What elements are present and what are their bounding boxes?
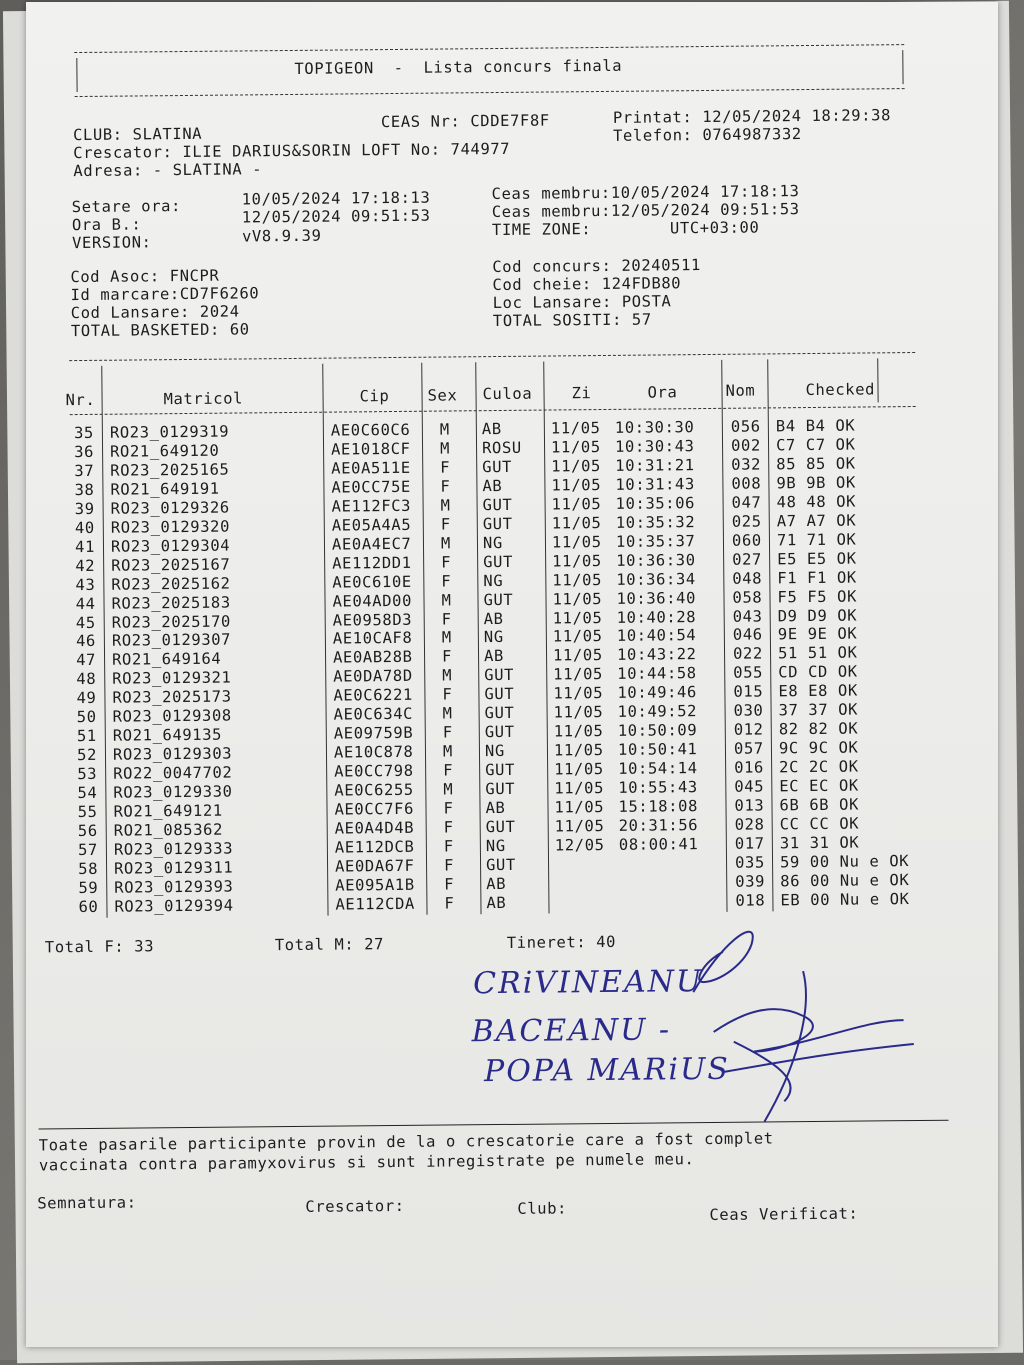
row-zi: 11/05 [552, 552, 602, 570]
row-matricol: RO23_0129303 [113, 745, 232, 764]
row-checked: 48 48 OK [777, 492, 857, 511]
row-cip: AE112FC3 [332, 497, 412, 516]
row-nr: 42 [65, 557, 95, 575]
col-header-zi: Zi [571, 384, 591, 402]
row-matricol: RO23_2025165 [110, 460, 229, 479]
total-sositi: TOTAL SOSITI: 57 [493, 311, 652, 331]
row-matricol: RO21_085362 [114, 821, 223, 840]
row-ora: 10:49:52 [618, 702, 698, 721]
row-zi: 11/05 [553, 665, 603, 683]
row-matricol: RO23_0129333 [114, 839, 233, 858]
row-nom: 058 [732, 588, 762, 606]
row-culoare: GUT [485, 723, 515, 741]
semnatura-label: Semnatura: [37, 1194, 136, 1213]
row-cip: AE05A4A5 [332, 516, 412, 535]
row-nom: 055 [733, 664, 763, 682]
row-nom: 013 [734, 796, 764, 814]
row-checked: 2C 2C OK [779, 758, 859, 777]
row-matricol: RO23_0129320 [111, 517, 230, 536]
cod-cheie: Cod cheie: 124FDB80 [492, 274, 681, 294]
row-matricol: RO23_0129308 [113, 707, 232, 726]
row-nr: 56 [68, 822, 98, 840]
row-cip: AE0AB28B [333, 648, 413, 667]
crescator-label: Crescator: [305, 1197, 404, 1216]
row-zi: 12/05 [555, 836, 605, 854]
row-culoare: ROSU [482, 439, 522, 457]
row-zi: 11/05 [555, 817, 605, 835]
row-matricol: RO23_2025173 [112, 688, 231, 707]
row-cip: AE0C6221 [333, 686, 413, 705]
row-culoare: GUT [484, 685, 514, 703]
row-matricol: RO21_649121 [113, 802, 222, 821]
row-sex: F [444, 894, 454, 912]
row-ora: 10:36:34 [616, 570, 696, 589]
row-nr: 58 [68, 860, 98, 878]
handwritten-name-3: POPA MARiUS [484, 1052, 730, 1089]
col-sep-2 [322, 364, 328, 916]
row-cip: AE0CC75E [331, 478, 411, 497]
row-sex: F [441, 553, 451, 571]
row-matricol: RO23_0129393 [114, 877, 233, 896]
col-header-cip: Cip [359, 387, 389, 405]
row-checked: D9 D9 OK [778, 606, 858, 625]
row-sex: F [440, 458, 450, 476]
row-culoare: NG [485, 742, 505, 760]
row-culoare: AB [486, 894, 506, 912]
row-ora: 15:18:08 [618, 797, 698, 816]
row-ora: 10:30:30 [615, 418, 695, 437]
row-cip: AE0CC798 [334, 762, 414, 781]
row-checked: EC EC OK [779, 777, 859, 796]
row-nr: 40 [65, 519, 95, 537]
row-ora: 10:43:22 [617, 646, 697, 665]
row-sex: M [442, 629, 452, 647]
row-checked: 59 00 Nu e OK [780, 852, 909, 871]
row-checked: 82 82 OK [779, 720, 859, 739]
printat: Printat: 12/05/2024 18:29:38 [613, 106, 891, 127]
row-matricol: RO23_2025183 [111, 593, 230, 612]
col-header-nr: Nr. [65, 391, 95, 409]
row-matricol: RO23_0129311 [114, 858, 233, 877]
row-checked: 9B 9B OK [776, 473, 856, 492]
handwritten-name-1: CRiVINEANU [473, 964, 703, 1001]
row-zi: 11/05 [553, 627, 603, 645]
row-nr: 48 [66, 670, 96, 688]
row-nr: 52 [67, 746, 97, 764]
row-sex: M [443, 705, 453, 723]
row-cip: AE112CDA [335, 895, 415, 914]
row-ora: 10:55:43 [618, 778, 698, 797]
row-ora: 10:49:46 [617, 683, 697, 702]
row-checked: 85 85 OK [776, 454, 856, 473]
declaration-line-2: vaccinata contra paramyxovirus si sunt inregistrate pe numele meu. [39, 1150, 695, 1174]
row-ora: 10:35:32 [616, 513, 696, 532]
row-nr: 45 [66, 613, 96, 631]
row-zi: 11/05 [551, 419, 601, 437]
row-zi: 11/05 [554, 760, 604, 778]
setare-value: 10/05/2024 17:18:13 [242, 189, 431, 209]
row-nr: 46 [66, 632, 96, 650]
row-cip: AE0C60C6 [331, 421, 411, 440]
row-cip: AE0958D3 [333, 610, 413, 629]
row-ora: 10:40:28 [617, 608, 697, 627]
row-zi: 11/05 [553, 609, 603, 627]
club-label: CLUB: SLATINA [73, 125, 202, 144]
row-culoare: GUT [484, 666, 514, 684]
row-matricol: RO23_0129330 [113, 783, 232, 802]
row-zi: 11/05 [553, 646, 603, 664]
row-cip: AE0A511E [331, 459, 411, 478]
row-sex: F [441, 572, 451, 590]
row-sex: F [441, 515, 451, 533]
version-label: VERSION: [72, 233, 152, 252]
row-cip: AE1018CF [331, 440, 411, 459]
row-cip: AE09759B [334, 724, 414, 743]
row-zi: 11/05 [552, 533, 602, 551]
row-culoare: GUT [486, 856, 516, 874]
row-ora: 10:30:43 [615, 437, 695, 456]
row-zi: 11/05 [552, 590, 602, 608]
row-nr: 37 [64, 462, 94, 480]
row-matricol: RO23_2025162 [111, 574, 230, 593]
row-checked: F5 F5 OK [777, 587, 857, 606]
col-header-nom: Nom [725, 382, 755, 400]
row-zi: 11/05 [551, 457, 601, 475]
row-ora: 08:00:41 [619, 835, 699, 854]
row-zi: 11/05 [554, 741, 604, 759]
row-nr: 57 [68, 841, 98, 859]
row-culoare: GUT [485, 761, 515, 779]
row-ora: 10:35:06 [616, 494, 696, 513]
row-nom: 047 [732, 493, 762, 511]
row-sex: F [440, 477, 450, 495]
row-culoare: GUT [483, 590, 513, 608]
row-sex: M [443, 781, 453, 799]
page-title: TOPIGEON - Lista concurs finala [294, 57, 622, 78]
row-cip: AE10C878 [334, 743, 414, 762]
row-sex: F [443, 762, 453, 780]
row-ora: 20:31:56 [619, 816, 699, 835]
row-checked: 9C 9C OK [779, 739, 859, 758]
row-sex: F [444, 818, 454, 836]
row-nom: 002 [731, 436, 761, 454]
tineret: Tineret: 40 [507, 933, 616, 952]
row-culoare: AB [482, 477, 502, 495]
crescator: Crescator: ILIE DARIUS&SORIN LOFT No: 744977 [73, 140, 510, 162]
row-zi: 11/05 [552, 495, 602, 513]
row-culoare: GUT [485, 780, 515, 798]
row-nr: 55 [67, 803, 97, 821]
ceas-verificat-label: Ceas Verificat: [709, 1205, 858, 1224]
total-m: Total M: 27 [275, 935, 384, 954]
row-sex: M [440, 439, 450, 457]
row-zi: 11/05 [552, 571, 602, 589]
row-ora: 10:54:14 [618, 759, 698, 778]
row-zi: 11/05 [551, 438, 601, 456]
row-culoare: NG [483, 572, 503, 590]
row-matricol: RO23_0129307 [112, 631, 231, 650]
row-checked: EB 00 Nu e OK [780, 890, 909, 909]
row-culoare: NG [484, 628, 504, 646]
ora-b-value: 12/05/2024 09:51:53 [242, 207, 431, 227]
row-checked: 9E 9E OK [778, 625, 858, 644]
row-nom: 025 [732, 512, 762, 530]
row-sex: F [442, 610, 452, 628]
club-sign-label: Club: [517, 1199, 567, 1217]
row-nr: 38 [64, 481, 94, 499]
row-culoare: GUT [485, 704, 515, 722]
row-cip: AE0DA78D [333, 667, 413, 686]
row-sex: F [444, 856, 454, 874]
row-nom: 046 [733, 626, 763, 644]
row-ora: 10:44:58 [617, 664, 697, 683]
row-culoare: GUT [483, 553, 513, 571]
row-culoare: NG [486, 837, 506, 855]
row-cip: AE04AD00 [332, 591, 412, 610]
row-nr: 59 [68, 879, 98, 897]
row-checked: 6B 6B OK [779, 796, 859, 815]
title-box-top [74, 44, 904, 53]
row-culoare: NG [483, 534, 503, 552]
title-box-left [76, 58, 77, 92]
row-zi: 11/05 [551, 476, 601, 494]
row-matricol: RO22_0047702 [113, 764, 232, 783]
cod-concurs: Cod concurs: 20240511 [492, 256, 701, 276]
row-nom: 016 [734, 759, 764, 777]
row-matricol: RO21_649135 [113, 726, 222, 745]
signature-scribble [663, 920, 935, 1133]
row-checked: A7 A7 OK [777, 511, 857, 530]
row-zi: 11/05 [554, 779, 604, 797]
row-matricol: RO23_0129394 [114, 896, 233, 915]
row-matricol: RO21_649191 [110, 480, 219, 499]
ora-b-label: Ora B.: [72, 215, 142, 234]
row-matricol: RO23_0129319 [110, 423, 229, 442]
row-ora: 10:40:54 [617, 627, 697, 646]
row-culoare: GUT [486, 818, 516, 836]
row-ora: 10:31:43 [615, 475, 695, 494]
col-sep-8 [877, 358, 878, 402]
telefon: Telefon: 0764987332 [613, 125, 802, 145]
row-nr: 35 [64, 424, 94, 442]
row-cip: AE0C634C [334, 705, 414, 724]
row-nr: 50 [67, 708, 97, 726]
row-matricol: RO23_2025167 [111, 555, 230, 574]
cod-lansare: Cod Lansare: 2024 [71, 302, 240, 322]
row-nr: 47 [66, 651, 96, 669]
cod-asoc: Cod Asoc: FNCPR [70, 267, 219, 286]
row-checked: 71 71 OK [777, 530, 857, 549]
row-nom: 035 [735, 853, 765, 871]
row-nr: 43 [65, 575, 95, 593]
row-nom: 032 [731, 455, 761, 473]
ceas-membru-2: Ceas membru:12/05/2024 09:51:53 [492, 200, 800, 221]
row-culoare: GUT [482, 458, 512, 476]
row-checked: 86 00 Nu e OK [780, 871, 909, 890]
row-checked: C7 C7 OK [776, 436, 856, 455]
row-zi: 11/05 [554, 798, 604, 816]
id-marcare: Id marcare:CD7F6260 [70, 284, 259, 304]
row-nr: 49 [66, 689, 96, 707]
row-sex: M [440, 420, 450, 438]
row-checked: B4 B4 OK [776, 417, 856, 436]
row-culoare: AB [486, 875, 506, 893]
row-nom: 039 [735, 872, 765, 890]
row-sex: M [442, 667, 452, 685]
row-sex: F [444, 837, 454, 855]
row-nom: 028 [735, 815, 765, 833]
row-ora: 10:50:09 [618, 721, 698, 740]
row-nr: 51 [67, 727, 97, 745]
row-sex: M [443, 743, 453, 761]
adresa: Adresa: - SLATINA - [73, 160, 262, 180]
row-nom: 008 [731, 474, 761, 492]
row-nr: 39 [65, 500, 95, 518]
col-header-matricol: Matricol [163, 389, 243, 408]
row-nom: 057 [734, 740, 764, 758]
row-matricol: RO23_0129321 [112, 669, 231, 688]
row-checked: CD CD OK [778, 663, 858, 682]
time-zone-value: UTC+03:00 [670, 218, 760, 237]
row-cip: AE0C610E [332, 572, 412, 591]
col-header-checked: Checked [805, 380, 875, 399]
row-sex: F [443, 724, 453, 742]
row-cip: AE0DA67F [335, 857, 415, 876]
row-nom: 060 [732, 531, 762, 549]
row-culoare: AB [482, 420, 502, 438]
total-basketed: TOTAL BASKETED: 60 [71, 320, 250, 340]
row-cip: AE112DD1 [332, 553, 412, 572]
row-zi: 11/05 [554, 722, 604, 740]
row-sex: F [443, 799, 453, 817]
col-sep-4 [475, 362, 481, 914]
row-nom: 043 [733, 607, 763, 625]
row-ora: 10:35:37 [616, 532, 696, 551]
row-checked: E8 E8 OK [778, 682, 858, 701]
row-cip: AE0CC7F6 [334, 800, 414, 819]
ceas-nr: CEAS Nr: CDDE7F8F [381, 111, 550, 131]
row-zi: 11/05 [552, 514, 602, 532]
row-culoare: AB [485, 799, 505, 817]
row-nom: 045 [734, 778, 764, 796]
row-ora: 10:50:41 [618, 740, 698, 759]
col-header-sex: Sex [427, 386, 457, 404]
row-nom: 017 [735, 834, 765, 852]
col-sep-5 [543, 362, 549, 914]
col-header-ora: Ora [647, 383, 677, 401]
row-nom: 012 [734, 721, 764, 739]
row-nr: 41 [65, 538, 95, 556]
table-top-rule [69, 352, 915, 361]
row-nr: 60 [68, 898, 98, 916]
row-nom: 030 [734, 702, 764, 720]
row-matricol: RO23_0129304 [111, 536, 230, 555]
row-cip: AE095A1B [335, 876, 415, 895]
ceas-membru-1: Ceas membru:10/05/2024 17:18:13 [492, 182, 800, 203]
row-nom: 015 [733, 683, 763, 701]
setare-label: Setare ora: [72, 197, 181, 216]
row-sex: F [442, 686, 452, 704]
row-nom: 022 [733, 645, 763, 663]
col-sep-7 [767, 359, 773, 911]
row-cip: AE10CAF8 [333, 629, 413, 648]
row-nom: 027 [732, 550, 762, 568]
row-sex: M [441, 591, 451, 609]
row-sex: F [442, 648, 452, 666]
declaration-line-1: Toate pasarile participante provin de la o crescatorie care a fost complet [39, 1129, 774, 1154]
row-nr: 53 [67, 765, 97, 783]
row-nr: 54 [67, 784, 97, 802]
row-sex: F [444, 875, 454, 893]
row-sex: M [441, 534, 451, 552]
row-sex: M [441, 496, 451, 514]
row-cip: AE0A4EC7 [332, 535, 412, 554]
row-ora: 10:36:40 [616, 589, 696, 608]
row-nom: 048 [732, 569, 762, 587]
row-cip: AE112DCB [335, 838, 415, 857]
row-zi: 11/05 [554, 703, 604, 721]
handwritten-name-2: BACEANU - [471, 1012, 671, 1049]
row-culoare: GUT [483, 496, 513, 514]
total-f: Total F: 33 [45, 937, 154, 956]
row-culoare: AB [484, 647, 504, 665]
row-checked: CC CC OK [780, 814, 860, 833]
row-matricol: RO23_2025170 [112, 612, 231, 631]
row-ora: 10:36:30 [616, 551, 696, 570]
col-header-culoa: Culoa [482, 385, 532, 403]
row-checked: E5 E5 OK [777, 549, 857, 568]
col-sep-1 [101, 366, 107, 918]
time-zone-label: TIME ZONE: [492, 220, 591, 239]
row-nr: 44 [65, 594, 95, 612]
row-culoare: GUT [483, 515, 513, 533]
row-matricol: RO21_649164 [112, 650, 221, 669]
row-culoare: AB [484, 609, 504, 627]
row-ora: 10:31:21 [615, 456, 695, 475]
row-matricol: RO21_649120 [110, 442, 219, 461]
col-sep-6 [721, 360, 727, 912]
row-checked: 31 31 OK [780, 833, 860, 852]
row-zi: 11/05 [553, 684, 603, 702]
row-matricol: RO23_0129326 [111, 498, 230, 517]
row-nr: 36 [64, 443, 94, 461]
title-box-right [902, 50, 903, 84]
row-cip: AE0C6255 [334, 781, 414, 800]
loc-lansare: Loc Lansare: POSTA [493, 292, 672, 312]
title-box-bottom [75, 88, 905, 97]
row-nom: 018 [735, 891, 765, 909]
row-cip: AE0A4D4B [335, 819, 415, 838]
row-checked: 37 37 OK [779, 701, 859, 720]
row-checked: F1 F1 OK [777, 568, 857, 587]
row-checked: 51 51 OK [778, 644, 858, 663]
col-sep-3 [421, 363, 427, 915]
row-nom: 056 [731, 417, 761, 435]
version-value: vV8.9.39 [242, 227, 322, 246]
